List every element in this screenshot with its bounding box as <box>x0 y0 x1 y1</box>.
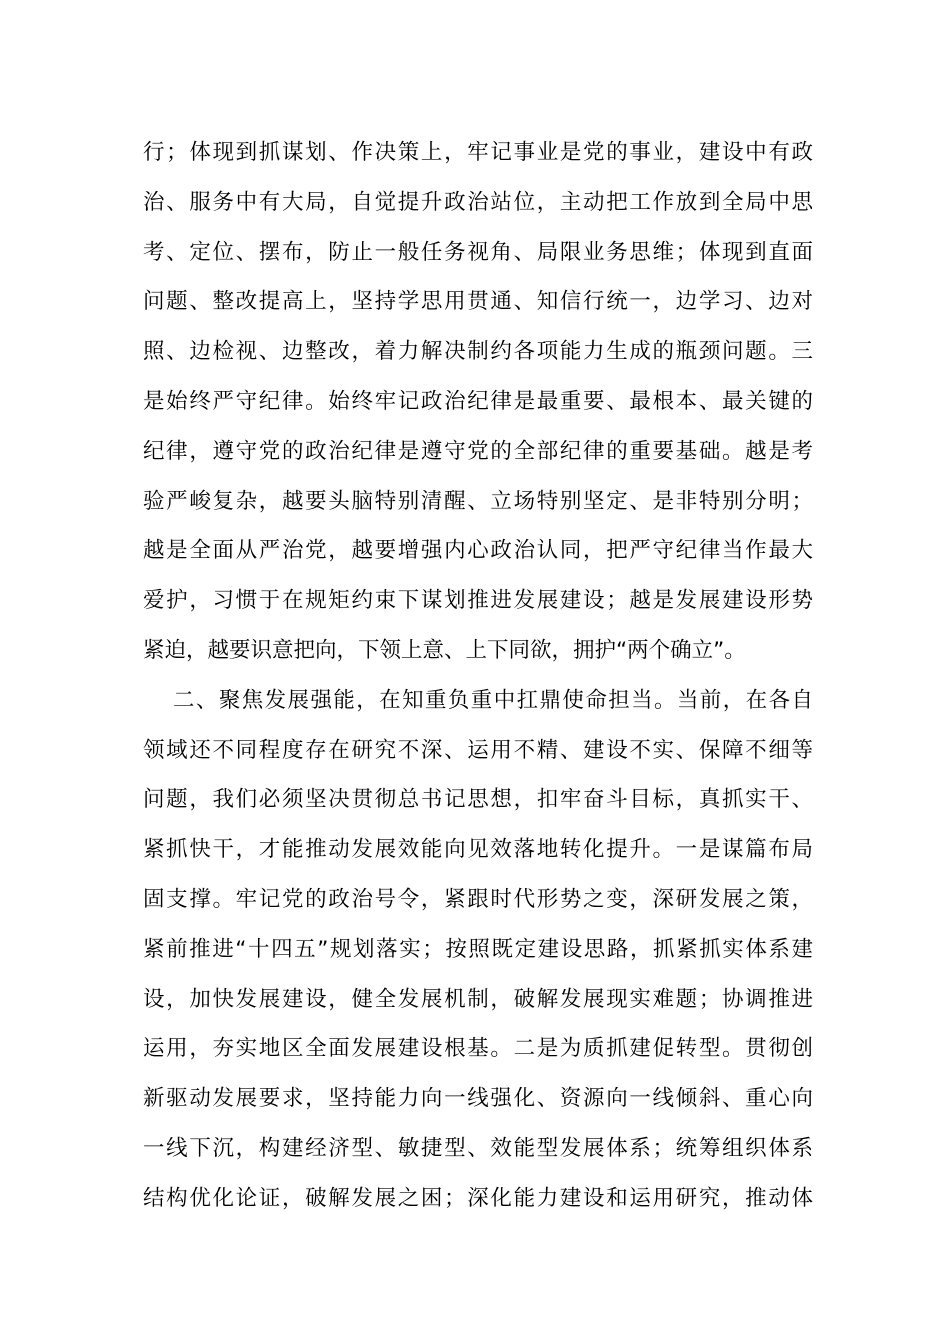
text-line: 考、定位、摆布，防止一般任务视角、局限业务思维；体现到直面 <box>143 239 813 265</box>
text-line: 固支撑。牢记党的政治号令，紧跟时代形势之变，深研发展之策， <box>143 886 813 912</box>
section-heading-line: 二、聚焦发展强能，在知重负重中扛鼎使命担当。当前，在各自 <box>173 687 813 713</box>
text-line: 领域还不同程度存在研究不深、运用不精、建设不实、保障不细等 <box>143 737 813 763</box>
text-line: 一线下沉，构建经济型、敏捷型、效能型发展体系；统筹组织体系 <box>143 1135 813 1161</box>
text-line: 治、服务中有大局，自觉提升政治站位，主动把工作放到全局中思 <box>143 189 813 215</box>
text-line: 验严峻复杂，越要头脑特别清醒、立场特别坚定、是非特别分明； <box>143 488 813 514</box>
text-line: 运用，夯实地区全面发展建设根基。二是为质抓建促转型。贯彻创 <box>143 1036 813 1062</box>
text-line: 是始终严守纪律。始终牢记政治纪律是最重要、最根本、最关键的 <box>143 388 813 414</box>
body-text <box>143 128 813 1224</box>
text-line: 纪律，遵守党的政治纪律是遵守党的全部纪律的重要基础。越是考 <box>143 438 813 464</box>
text-line: 越是全面从严治党，越要增强内心政治认同，把严守纪律当作最大 <box>143 538 813 564</box>
text-line: 照、边检视、边整改，着力解决制约各项能力生成的瓶颈问题。三 <box>143 339 813 365</box>
text-line: 结构优化论证，破解发展之困；深化能力建设和运用研究，推动体 <box>143 1185 813 1211</box>
text-line: 新驱动发展要求，坚持能力向一线强化、资源向一线倾斜、重心向 <box>143 1086 813 1112</box>
text-line: 问题、整改提高上，坚持学思用贯通、知信行统一，边学习、边对 <box>143 289 813 315</box>
text-line: 紧前推进“十四五”规划落实；按照既定建设思路，抓紧抓实体系建 <box>143 936 813 962</box>
text-line: 设，加快发展建设，健全发展机制，破解发展现实难题；协调推进 <box>143 986 813 1012</box>
text-line: 紧迫，越要识意把向，下领上意、上下同欲，拥护“两个确立”。 <box>143 637 746 663</box>
text-line: 问题，我们必须坚决贯彻总书记思想，扣牢奋斗目标，真抓实干、 <box>143 787 813 813</box>
text-line: 行；体现到抓谋划、作决策上，牢记事业是党的事业，建设中有政 <box>143 140 813 165</box>
text-line: 爱护，习惯于在规矩约束下谋划推进发展建设；越是发展建设形势 <box>143 588 813 614</box>
text-line: 紧抓快干，才能推动发展效能向见效落地转化提升。一是谋篇布局 <box>143 837 813 863</box>
